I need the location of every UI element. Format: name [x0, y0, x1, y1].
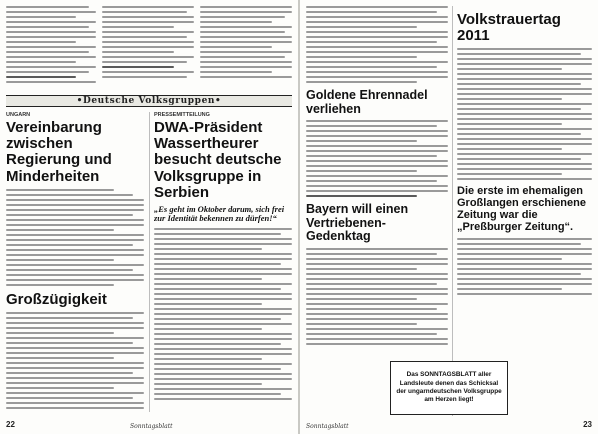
headline-vertriebenen-gedenktag: Bayern will einen Vertriebenen-Gedenktag [306, 202, 409, 243]
box-ad-text: Das SONNTAGSBLATT aller Landsleute denen das Schicksal der ungarndeutschen Volksgruppe am Herzen liegt! [396, 371, 502, 404]
page-number-left: 22 [6, 420, 15, 429]
article-ungarn [6, 112, 144, 412]
article-quote: „Es geht im Oktober darum, sich frei zur Identität bekennen zu dürfen!“ [154, 203, 285, 224]
article-dwa [154, 112, 292, 412]
headline-pressburger-zeitung: Die erste im ehemaligen Großlangen erschienene Zeitung war die „Preßburger Zeitung“. [457, 185, 586, 233]
top-column-1 [6, 6, 96, 90]
left-page [0, 0, 298, 434]
section-label-ungarn: UNGARN [6, 112, 31, 118]
masthead-left: Sonntagsblatt [130, 423, 173, 430]
masthead-right: Sonntagsblatt [306, 423, 349, 430]
column-divider-right [452, 6, 453, 416]
column-divider [149, 112, 150, 412]
headline-volkstrauertag: Volkstrauertag 2011 [457, 11, 561, 45]
right-column-left [306, 6, 448, 416]
section-banner [6, 95, 292, 107]
right-column-right [457, 6, 592, 356]
top-column-2 [102, 6, 194, 90]
headline-dwa-praesident: DWA-Präsident Wassertheurer besucht deutsche Volksgruppe in Serbien [154, 119, 282, 201]
sonntagsblatt-box [390, 361, 508, 415]
headline-vereinbarung: Vereinbarung zwischen Regierung und Minderheiten [6, 119, 112, 185]
headline-ehrennadel: Goldene Ehrennadel verliehen [306, 88, 428, 116]
headline-grosszuegigkeit: Großzügigkeit [6, 290, 107, 308]
page-number-right: 23 [583, 420, 592, 429]
top-column-3 [200, 6, 292, 90]
section-label-pressemitteilung: PRESSEMITTEILUNG [154, 112, 210, 118]
banner-title: •Deutsche Volksgruppen• [76, 96, 222, 106]
